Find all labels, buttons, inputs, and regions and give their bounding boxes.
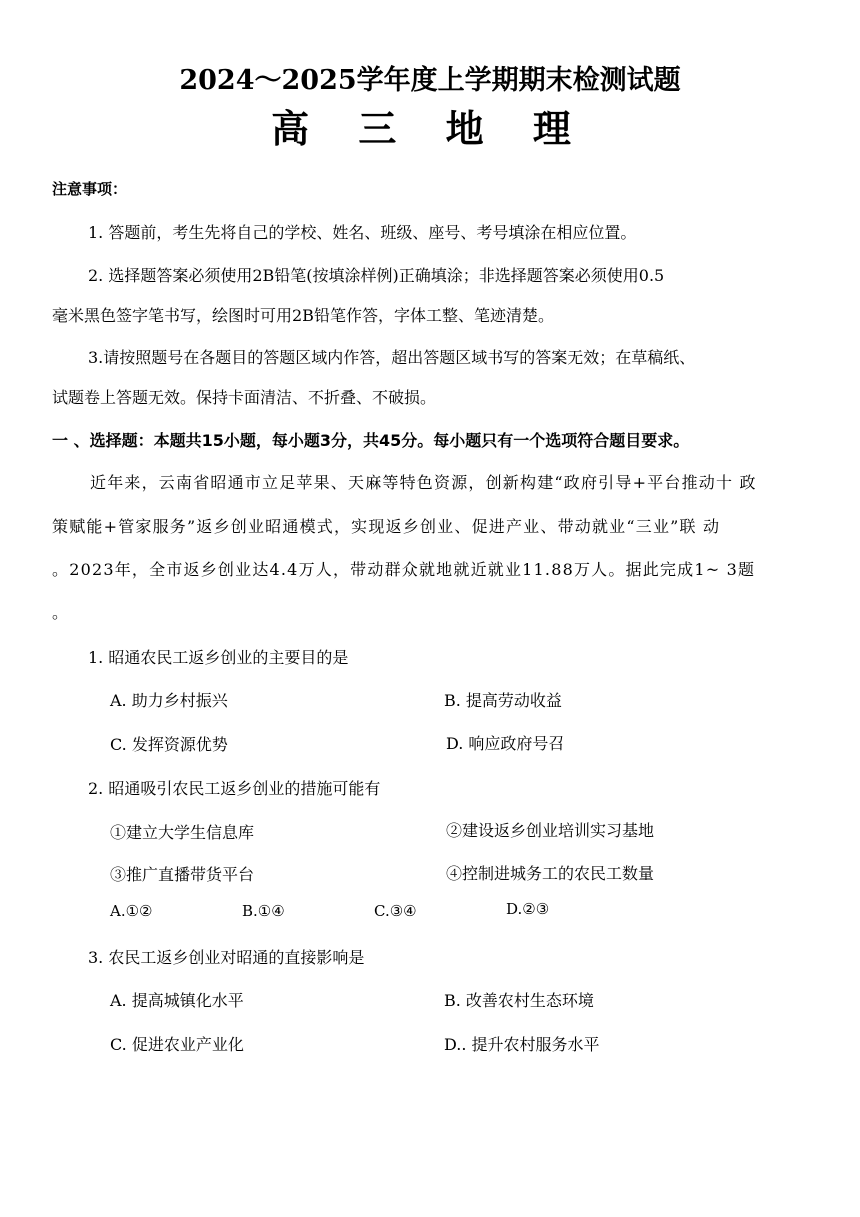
question-1-option-c: C. 发挥资源优势 — [110, 735, 228, 754]
question-3-option-d: D.. 提升农村服务水平 — [444, 1035, 600, 1054]
question-2-item-3: ③推广直播带货平台 — [110, 865, 255, 884]
question-3-option-b: B. 改善农村生态环境 — [444, 991, 594, 1010]
section-heading: 一 、选择题：本题共15小题，每小题3分，共45分。每小题只有一个选项符合题目要求。 — [52, 431, 690, 450]
note-line-2: 2. 选择题答案必须使用2B铅笔(按填涂样例)正确填涂；非选择题答案必须使用0.5 — [88, 266, 665, 285]
note-line-5: 试题卷上答题无效。保持卡面清洁、不折叠、不破损。 — [52, 388, 437, 407]
passage-line-2: 策赋能+管家服务”返乡创业昭通模式，实现返乡创业、促进产业、带动就业“三业”联 动 — [52, 517, 721, 536]
question-2-option-c: C.③④ — [374, 902, 417, 920]
question-2-item-4: ④控制进城务工的农民工数量 — [446, 864, 655, 883]
question-1-option-a: A. 助力乡村振兴 — [110, 691, 228, 710]
note-line-4: 3.请按照题号在各题目的答题区域内作答，超出答题区域书写的答案无效；在草稿纸、 — [88, 348, 696, 367]
notes-heading: 注意事项： — [52, 180, 128, 198]
question-2-option-a: A.①② — [110, 902, 153, 920]
note-line-1: 1. 答题前，考生先将自己的学校、姓名、班级、座号、考号填涂在相应位置。 — [88, 223, 637, 242]
question-1-option-b: B. 提高劳动收益 — [444, 691, 562, 710]
question-3-option-c: C. 促进农业产业化 — [110, 1035, 244, 1054]
passage-line-1: 近年来，云南省昭通市立足苹果、天麻等特色资源，创新构建“政府引导+平台推动十 政 — [90, 473, 757, 492]
question-2-item-2: ②建设返乡创业培训实习基地 — [446, 821, 655, 840]
question-2-option-b: B.①④ — [242, 902, 285, 920]
question-3-stem: 3. 农民工返乡创业对昭通的直接影响是 — [88, 948, 365, 967]
note-line-3: 毫米黑色签字笔书写，绘图时可用2B铅笔作答，字体工整、笔迹清楚。 — [52, 306, 554, 325]
passage-line-3: 。2023年，全市返乡创业达4.4万人，带动群众就地就近就业11.88万人。据此完成1~ 3题 — [52, 560, 756, 579]
question-2-item-1: ①建立大学生信息库 — [110, 823, 255, 842]
question-2-stem: 2. 昭通吸引农民工返乡创业的措施可能有 — [88, 779, 381, 798]
passage-line-4: 。 — [52, 603, 70, 622]
question-1-stem: 1. 昭通农民工返乡创业的主要目的是 — [88, 648, 349, 667]
subject-title: 高 三 地 理 — [271, 106, 589, 151]
question-2-option-d: D.②③ — [506, 900, 550, 918]
question-1-option-d: D. 响应政府号召 — [446, 734, 565, 753]
exam-title: 2024～2025学年度上学期期末检测试题 — [179, 65, 681, 96]
question-3-option-a: A. 提高城镇化水平 — [110, 991, 244, 1010]
